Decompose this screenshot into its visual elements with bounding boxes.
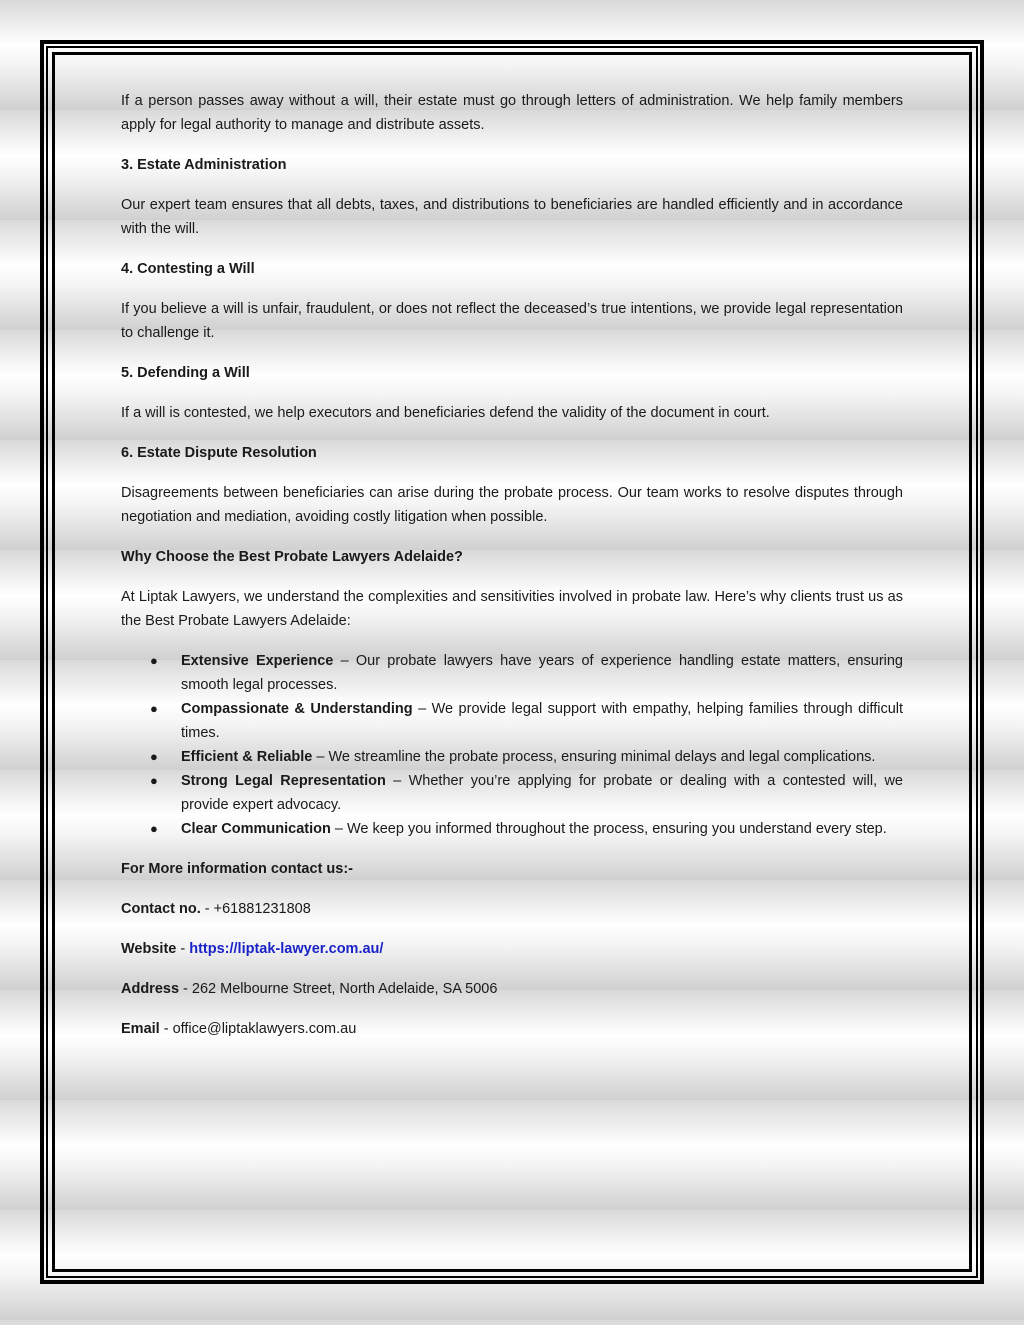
intro-paragraph: If a person passes away without a will, their estate must go through letters of administration. We help family members apply for legal authority to manage and distribute assets. xyxy=(121,93,903,133)
bullet-icon: ● xyxy=(150,701,158,716)
section-heading-dispute-resolution: 6. Estate Dispute Resolution xyxy=(121,445,317,461)
contact-address xyxy=(121,977,903,1001)
website-link[interactable]: https://liptak-lawyer.com.au/ xyxy=(189,941,384,957)
reasons-list xyxy=(121,649,903,841)
address-label: Address xyxy=(121,981,180,997)
bullet-icon: ● xyxy=(150,773,158,788)
section-heading-defending-will: 5. Defending a Will xyxy=(121,365,250,381)
section-heading-estate-administration: 3. Estate Administration xyxy=(121,157,287,173)
address-value: - 262 Melbourne Street, North Adelaide, SA 5006 xyxy=(179,981,498,997)
list-item xyxy=(121,769,903,817)
website-label: Website xyxy=(121,941,177,957)
contact-website xyxy=(121,937,903,961)
email-value: - office@liptaklawyers.com.au xyxy=(159,1021,357,1037)
reason-title: Compassionate & Understanding xyxy=(181,701,413,717)
bullet-icon: ● xyxy=(150,749,158,764)
list-item xyxy=(121,817,903,841)
contact-phone xyxy=(121,897,903,921)
website-separator: - xyxy=(176,941,190,957)
phone-label: Contact no. xyxy=(121,901,201,917)
reason-text: – Our probate lawyers have years of experience handling estate matters, ensuring smooth legal processes. xyxy=(181,653,903,693)
reason-text: – We provide legal support with empathy, helping families through difficult times. xyxy=(181,701,904,741)
email-label: Email xyxy=(121,1021,160,1037)
reason-title: Extensive Experience xyxy=(181,653,334,669)
list-item xyxy=(121,649,903,697)
section-body-dispute-resolution: Disagreements between beneficiaries can arise during the probate process. Our team works to resolve disputes through negotiation and mediation, avoiding costly litigation when possible. xyxy=(121,485,903,525)
why-choose-heading: Why Choose the Best Probate Lawyers Adelaide? xyxy=(121,549,463,565)
document-body xyxy=(121,89,903,1057)
section-body-contesting-will: If you believe a will is unfair, fraudulent, or does not reflect the deceased’s true intentions, we provide legal representation to challenge it. xyxy=(121,301,903,341)
reason-text: – Whether you’re applying for probate or dealing with a contested will, we provide expert advocacy. xyxy=(181,773,903,813)
reason-title: Clear Communication xyxy=(181,821,331,837)
phone-value: - +61881231808 xyxy=(200,901,311,917)
contact-email xyxy=(121,1017,903,1041)
list-item xyxy=(121,697,903,745)
reason-text: – We streamline the probate process, ensuring minimal delays and legal complications. xyxy=(312,749,876,765)
list-item xyxy=(121,745,903,769)
section-body-estate-administration: Our expert team ensures that all debts, taxes, and distributions to beneficiaries are handled efficiently and in accordance with the will. xyxy=(121,197,903,237)
reason-text: – We keep you informed throughout the process, ensuring you understand every step. xyxy=(330,821,887,837)
contact-heading: For More information contact us:- xyxy=(121,861,353,877)
why-choose-intro: At Liptak Lawyers, we understand the complexities and sensitivities involved in probate law. Here’s why clients trust us as the Best Probate Lawyers Adelaide: xyxy=(121,589,903,629)
section-body-defending-will: If a will is contested, we help executors and beneficiaries defend the validity of the document in court. xyxy=(121,405,770,421)
bullet-icon: ● xyxy=(150,653,158,668)
bullet-icon: ● xyxy=(150,821,158,836)
reason-title: Efficient & Reliable xyxy=(181,749,313,765)
reason-title: Strong Legal Representation xyxy=(181,773,386,789)
section-heading-contesting-will: 4. Contesting a Will xyxy=(121,261,255,277)
